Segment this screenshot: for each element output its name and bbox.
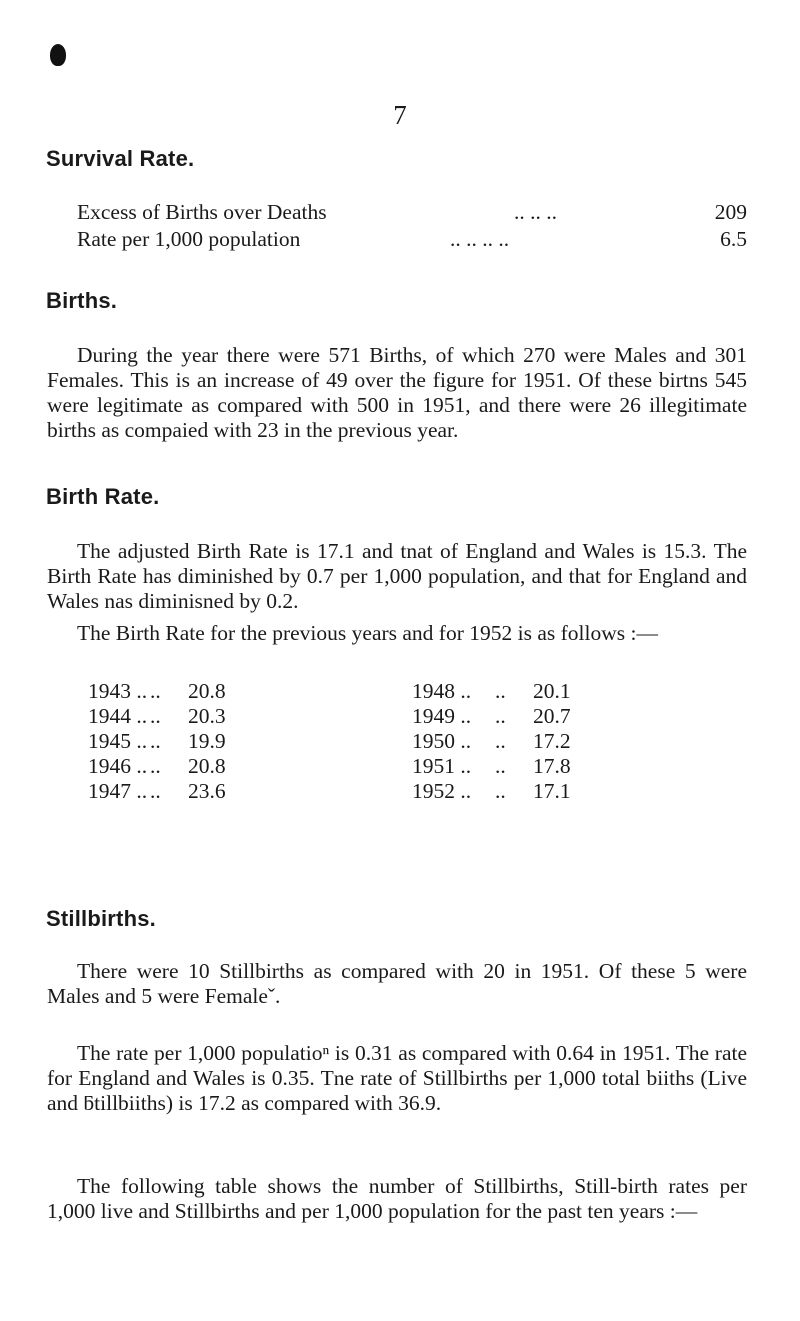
stillbirths-table-intro: The following table shows the number of Stillbirths, Still-birth rates per 1,000 live and Stillbirths and per 1,000 population for the past ten years :— <box>47 1174 747 1223</box>
leader-dots: .. <box>150 729 161 753</box>
leader-dots: .. <box>150 779 161 803</box>
rate-cell: 20.1 <box>533 679 571 703</box>
leader-dots: .. .. .. <box>514 200 557 224</box>
rate-cell: 20.7 <box>533 704 571 728</box>
year-cell: 1947 .. <box>88 779 148 803</box>
leader-dots: .. <box>150 679 161 703</box>
year-cell: 1946 .. <box>88 754 148 778</box>
survival-label: Rate per 1,000 population <box>77 227 301 251</box>
table-row <box>88 779 248 804</box>
year-cell: 1948 .. <box>412 679 472 703</box>
stillbirths-rate-paragraph: The rate per 1,000 populatioⁿ is 0.31 as compared with 0.64 in 1951. The rate for England and Wales is 0.35. Tne rate of Stillbirths per 1,000 total biiths (Live and ƃtillbiiths) is 17.2 as compared with 36.9. <box>47 1041 747 1115</box>
table-row <box>412 779 572 804</box>
table-row <box>412 729 572 754</box>
year-cell: 1950 .. <box>412 729 472 753</box>
table-row <box>88 704 248 729</box>
survival-value: 209 <box>714 200 747 224</box>
table-row <box>412 754 572 779</box>
year-cell: 1952 .. <box>412 779 472 803</box>
rate-cell: 23.6 <box>188 779 226 803</box>
year-cell: 1951 .. <box>412 754 472 778</box>
page-number: 7 <box>393 100 407 130</box>
table-row <box>88 729 248 754</box>
leader-dots: .. <box>495 754 506 778</box>
survival-value: 6.5 <box>720 227 747 251</box>
rate-cell: 20.8 <box>188 679 226 703</box>
births-heading: Births. <box>46 288 118 313</box>
leader-dots: .. <box>150 704 161 728</box>
leader-dots: .. <box>495 704 506 728</box>
table-row <box>88 754 248 779</box>
table-row <box>412 704 572 729</box>
year-cell: 1945 .. <box>88 729 148 753</box>
rate-cell: 17.2 <box>533 729 571 753</box>
stillbirths-heading: Stillbirths. <box>46 906 156 931</box>
rate-cell: 20.8 <box>188 754 226 778</box>
page-corner-mark <box>50 44 66 66</box>
stillbirths-paragraph: There were 10 Stillbirths as compared with 20 in 1951. Of these 5 were Males and 5 were Femaleˇ. <box>47 959 747 1008</box>
survival-row-excess <box>77 200 747 226</box>
birth-rate-intro: The Birth Rate for the previous years and for 1952 is as follows :— <box>77 621 658 645</box>
survival-label: Excess of Births over Deaths <box>77 200 327 224</box>
leader-dots: .. <box>495 779 506 803</box>
birth-rate-table <box>0 679 800 824</box>
survival-row-rate <box>77 227 747 253</box>
survival-rate-heading: Survival Rate. <box>46 146 195 171</box>
rate-cell: 17.8 <box>533 754 571 778</box>
year-cell: 1944 .. <box>88 704 148 728</box>
birth-rate-paragraph: The adjusted Birth Rate is 17.1 and tnat of England and Wales is 15.3. The Birth Rate has diminished by 0.7 per 1,000 population, and that for England and Wales nas diminisned by 0.2. <box>47 539 747 613</box>
birth-rate-heading: Birth Rate. <box>46 484 160 509</box>
year-cell: 1943 .. <box>88 679 148 703</box>
leader-dots: .. <box>495 729 506 753</box>
rate-cell: 19.9 <box>188 729 226 753</box>
leader-dots: .. <box>150 754 161 778</box>
rate-cell: 20.3 <box>188 704 226 728</box>
rate-cell: 17.1 <box>533 779 571 803</box>
births-paragraph: During the year there were 571 Births, of which 270 were Males and 301 Females. This is an increase of 49 over the figure for 1951. Of these birtns 545 were legitimate as compared with 500 in 1951, and there were 26 illegitimate births as compaied with 23 in the previous year. <box>47 343 747 442</box>
year-cell: 1949 .. <box>412 704 472 728</box>
leader-dots: .. <box>495 679 506 703</box>
leader-dots: .. .. .. .. <box>450 227 510 251</box>
table-row <box>412 679 572 704</box>
table-row <box>88 679 248 704</box>
